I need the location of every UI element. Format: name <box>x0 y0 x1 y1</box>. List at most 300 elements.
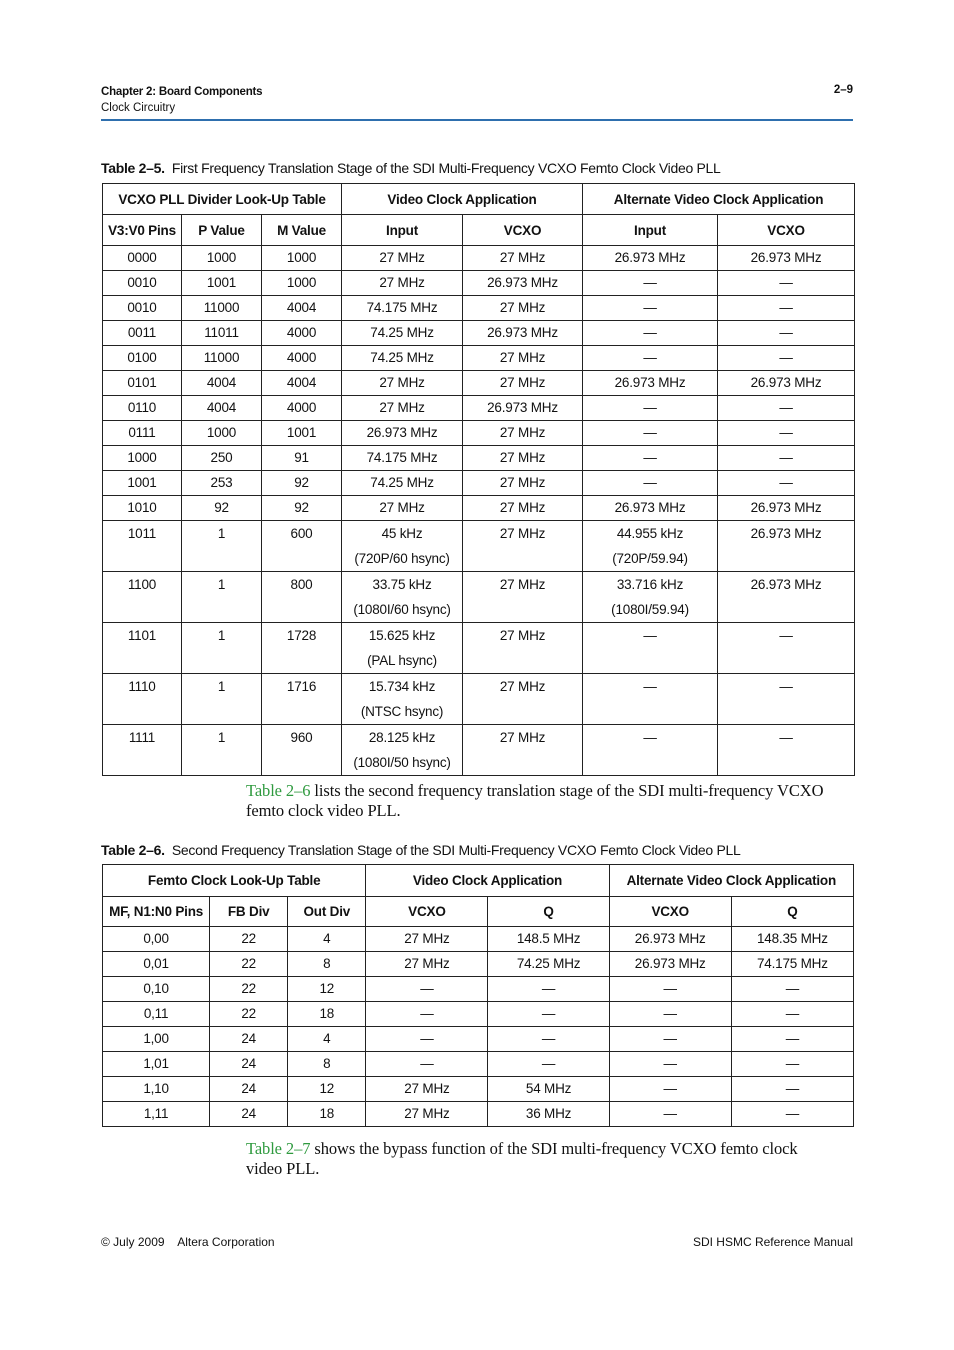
cell-line: 4004 <box>206 375 237 390</box>
cell-line: 1000 <box>206 425 237 440</box>
table-row <box>103 321 855 346</box>
table-cell <box>583 396 718 421</box>
table-cell <box>103 346 182 371</box>
table-row <box>103 1002 854 1027</box>
cell-line: 26.973 MHz <box>487 400 558 415</box>
table-cell <box>463 471 583 496</box>
cell-line: 1100 <box>127 577 157 592</box>
cell-line: 27 MHz <box>499 300 546 315</box>
cell-line: 0010 <box>127 275 157 290</box>
frequency-table-1 <box>102 183 855 776</box>
column-header: VCXO <box>366 897 488 927</box>
cell-line: — <box>643 628 657 643</box>
cell-line: 1001 <box>206 275 237 290</box>
table-cell <box>103 321 182 346</box>
group-header: VCXO PLL Divider Look-Up Table <box>103 184 342 215</box>
table-cell: — <box>488 1027 609 1052</box>
table-cell <box>718 371 855 396</box>
cell-line: 0000 <box>127 250 157 265</box>
table-cell <box>262 471 342 496</box>
table-cell: — <box>609 1027 731 1052</box>
table-cell <box>262 674 342 725</box>
table-cell: 1,11 <box>103 1102 210 1127</box>
table-cell <box>463 271 583 296</box>
table-cell <box>103 674 182 725</box>
table-cell: 27 MHz <box>366 1077 488 1102</box>
cell-line: 26.973 MHz <box>750 375 822 390</box>
cell-line: 27 MHz <box>499 577 546 592</box>
cell-line: — <box>643 400 657 415</box>
cell-line: 1011 <box>127 526 157 541</box>
table2-label: Table 2–6. <box>101 842 165 858</box>
table1-title: First Frequency Translation Stage of the SDI Multi-Frequency VCXO Femto Clock Video PLL <box>171 160 721 176</box>
table-cell <box>342 674 463 725</box>
table-cell <box>718 296 855 321</box>
cell-line: 33.716 kHz <box>616 577 684 592</box>
table-cell: 26.973 MHz <box>609 952 731 977</box>
footer-copyright: © July 2009 Altera Corporation <box>101 1235 275 1249</box>
cell-line: 4004 <box>286 300 317 315</box>
table-cell: 74.25 MHz <box>488 952 609 977</box>
table-cell <box>583 346 718 371</box>
table-cell <box>103 446 182 471</box>
cell-line: — <box>779 475 793 490</box>
table-cell: 148.5 MHz <box>488 927 609 952</box>
cell-line: (720P/60 hsync) <box>354 551 450 566</box>
table-row <box>103 1102 854 1127</box>
column-header: VCXO <box>718 215 855 246</box>
cell-line: 27 MHz <box>499 500 546 515</box>
table-cell <box>583 421 718 446</box>
cell-line: 1001 <box>286 425 317 440</box>
column-header: Q <box>488 897 609 927</box>
cell-line: 26.973 MHz <box>487 325 558 340</box>
table-cell: — <box>488 1002 609 1027</box>
cell-line: 26.973 MHz <box>487 275 558 290</box>
cell-line: 0010 <box>127 300 157 315</box>
cell-line: 0110 <box>127 400 157 415</box>
table-cell <box>182 572 262 623</box>
cell-line: 0101 <box>127 375 157 390</box>
cell-line: — <box>779 275 793 290</box>
cell-line: — <box>643 475 657 490</box>
table-cell <box>262 296 342 321</box>
cell-line: 15.734 kHz <box>368 679 436 694</box>
table-row <box>103 1077 854 1102</box>
frequency-table-2 <box>102 864 854 1127</box>
cell-line: 44.955 kHz <box>616 526 684 541</box>
table-cell <box>182 521 262 572</box>
table1-caption <box>101 160 721 176</box>
cell-line: 0011 <box>127 325 157 340</box>
table-cell <box>262 623 342 674</box>
table-cell <box>182 396 262 421</box>
table-cell <box>262 572 342 623</box>
table-cell <box>182 246 262 271</box>
cell-line: 45 kHz <box>381 526 423 541</box>
table-2-6-link[interactable]: Table 2–6 <box>246 781 311 800</box>
table-cell: — <box>731 1027 853 1052</box>
column-header: Q <box>731 897 853 927</box>
group-header: Alternate Video Clock Application <box>609 865 853 897</box>
column-header: VCXO <box>463 215 583 246</box>
table-cell: 27 MHz <box>366 952 488 977</box>
cell-line: 92 <box>214 500 229 515</box>
cell-line: 26.973 MHz <box>750 526 822 541</box>
cell-line: 600 <box>290 526 313 541</box>
cell-line: 1 <box>217 526 226 541</box>
table-cell <box>583 623 718 674</box>
table-cell: 24 <box>210 1102 288 1127</box>
table-cell <box>718 623 855 674</box>
cell-line: 4004 <box>286 375 317 390</box>
table-cell <box>182 471 262 496</box>
group-header: Video Clock Application <box>342 184 583 215</box>
table-cell: 24 <box>210 1077 288 1102</box>
paragraph-2-text: shows the bypass function of the SDI multi-frequency VCXO femto clock video PLL. <box>246 1139 798 1178</box>
cell-line: 4000 <box>286 350 317 365</box>
table-cell <box>583 446 718 471</box>
cell-line: — <box>643 300 657 315</box>
table-cell: 1,00 <box>103 1027 210 1052</box>
table-row <box>103 246 855 271</box>
cell-line: 1716 <box>286 679 317 694</box>
cell-line: — <box>643 275 657 290</box>
table-cell <box>103 496 182 521</box>
cell-line: 0111 <box>128 425 156 440</box>
cell-line: 74.175 MHz <box>366 300 438 315</box>
table-cell: 0,01 <box>103 952 210 977</box>
table-cell: 8 <box>288 1052 366 1077</box>
cell-line: 4000 <box>286 400 317 415</box>
cell-line: — <box>643 450 657 465</box>
table-cell: — <box>731 1052 853 1077</box>
table-cell <box>342 346 463 371</box>
column-header: Input <box>342 215 463 246</box>
cell-line: (1080I/50 hsync) <box>353 755 451 770</box>
group-header: Video Clock Application <box>366 865 609 897</box>
table-cell <box>718 471 855 496</box>
cell-line: 26.973 MHz <box>750 250 822 265</box>
cell-line: 1111 <box>128 730 156 745</box>
table-cell: 18 <box>288 1102 366 1127</box>
table-row <box>103 371 855 396</box>
column-header: V3:V0 Pins <box>103 215 182 246</box>
table-cell <box>718 396 855 421</box>
table-cell <box>718 271 855 296</box>
cell-line: 27 MHz <box>499 425 546 440</box>
table-cell: 4 <box>288 927 366 952</box>
cell-line: 26.973 MHz <box>366 425 438 440</box>
table-cell: 12 <box>288 1077 366 1102</box>
table-row <box>103 396 855 421</box>
table-cell: 24 <box>210 1052 288 1077</box>
table-cell: 26.973 MHz <box>609 927 731 952</box>
table-cell <box>583 296 718 321</box>
cell-line: 27 MHz <box>379 500 425 515</box>
table-row <box>103 572 855 623</box>
cell-line: 11011 <box>204 325 239 340</box>
cell-line: 1 <box>217 577 226 592</box>
cell-line: 26.973 MHz <box>750 500 822 515</box>
table-cell <box>583 321 718 346</box>
table-cell <box>342 446 463 471</box>
table-cell <box>103 396 182 421</box>
table-cell <box>262 271 342 296</box>
table-cell <box>583 674 718 725</box>
table-cell: — <box>731 1102 853 1127</box>
cell-line: 1 <box>217 628 226 643</box>
table-cell <box>463 346 583 371</box>
table-cell <box>103 521 182 572</box>
cell-line: — <box>779 350 793 365</box>
table-cell <box>463 371 583 396</box>
table-cell <box>342 271 463 296</box>
cell-line: 74.25 MHz <box>370 325 434 340</box>
table-cell <box>182 623 262 674</box>
table-cell <box>583 496 718 521</box>
table-cell <box>182 674 262 725</box>
table-cell: — <box>366 1002 488 1027</box>
table-row <box>103 271 855 296</box>
cell-line: 11000 <box>203 300 240 315</box>
table-cell: 18 <box>288 1002 366 1027</box>
cell-line: — <box>779 628 793 643</box>
table-cell <box>718 346 855 371</box>
table-cell: 0,00 <box>103 927 210 952</box>
table-cell <box>182 346 262 371</box>
cell-line: 26.973 MHz <box>750 577 822 592</box>
cell-line: 27 MHz <box>379 375 425 390</box>
table-cell <box>182 321 262 346</box>
table-cell <box>718 521 855 572</box>
cell-line: 33.75 kHz <box>372 577 432 592</box>
paragraph-2 <box>246 1139 836 1179</box>
table-cell <box>182 421 262 446</box>
cell-line: — <box>779 300 793 315</box>
table-cell <box>262 346 342 371</box>
column-header: MF, N1:N0 Pins <box>103 897 210 927</box>
column-header: VCXO <box>609 897 731 927</box>
table-cell: — <box>609 1102 731 1127</box>
table-cell <box>342 623 463 674</box>
table-cell <box>182 271 262 296</box>
cell-line: 4000 <box>286 325 317 340</box>
table-cell <box>583 521 718 572</box>
cell-line: — <box>643 325 657 340</box>
table-cell <box>583 271 718 296</box>
cell-line: 27 MHz <box>499 475 546 490</box>
cell-line: — <box>643 730 657 745</box>
table-2-7-link[interactable]: Table 2–7 <box>246 1139 311 1158</box>
table-cell: — <box>731 1002 853 1027</box>
table-cell <box>463 296 583 321</box>
table-cell <box>342 321 463 346</box>
table-cell <box>463 246 583 271</box>
table-cell <box>103 572 182 623</box>
table-cell: — <box>609 1077 731 1102</box>
cell-line: 74.175 MHz <box>366 450 438 465</box>
table-cell <box>463 396 583 421</box>
table-cell <box>262 396 342 421</box>
cell-line: 11000 <box>203 350 240 365</box>
column-header: P Value <box>182 215 262 246</box>
table-cell <box>182 371 262 396</box>
cell-line: 27 MHz <box>379 250 425 265</box>
table-cell <box>342 371 463 396</box>
cell-line: 15.625 kHz <box>368 628 436 643</box>
table-cell: 0,10 <box>103 977 210 1002</box>
table-cell: 24 <box>210 1027 288 1052</box>
table-row <box>103 952 854 977</box>
table-cell <box>718 421 855 446</box>
cell-line: 26.973 MHz <box>614 375 686 390</box>
table-cell <box>342 521 463 572</box>
table-cell <box>718 321 855 346</box>
table2-caption <box>101 842 741 858</box>
table-row <box>103 725 855 776</box>
table-cell <box>583 572 718 623</box>
cell-line: 1 <box>217 730 226 745</box>
cell-line: (1080I/59.94) <box>611 602 689 617</box>
table-cell <box>342 471 463 496</box>
cell-line: 26.973 MHz <box>614 500 686 515</box>
table2-title: Second Frequency Translation Stage of the SDI Multi-Frequency VCXO Femto Clock Video PLL <box>171 842 741 858</box>
cell-line: 27 MHz <box>499 526 546 541</box>
column-header: Input <box>583 215 718 246</box>
cell-line: 92 <box>294 500 309 515</box>
table-cell: — <box>366 1027 488 1052</box>
table-cell: 27 MHz <box>366 1102 488 1127</box>
table-row <box>103 977 854 1002</box>
table-cell <box>463 725 583 776</box>
table-cell: 54 MHz <box>488 1077 609 1102</box>
cell-line: 1000 <box>286 275 317 290</box>
table-cell: — <box>488 1052 609 1077</box>
paragraph-1-text: lists the second frequency translation stage of the SDI multi-frequency VCXO femto clock video PLL. <box>246 781 824 820</box>
section-title: Clock Circuitry <box>101 102 176 114</box>
table-cell <box>262 496 342 521</box>
table-cell <box>718 725 855 776</box>
table-cell <box>103 623 182 674</box>
table-cell <box>583 371 718 396</box>
table-cell <box>463 421 583 446</box>
table-cell: — <box>731 977 853 1002</box>
table-row <box>103 1052 854 1077</box>
table-cell: 22 <box>210 977 288 1002</box>
table-row <box>103 346 855 371</box>
cell-line: 1000 <box>127 450 157 465</box>
cell-line: — <box>779 730 793 745</box>
footer-manual-title: SDI HSMC Reference Manual <box>692 1235 853 1249</box>
cell-line: 26.973 MHz <box>614 250 686 265</box>
table-cell: 22 <box>210 952 288 977</box>
cell-line: 1110 <box>128 679 156 694</box>
cell-line: — <box>643 425 657 440</box>
table-cell: 1,10 <box>103 1077 210 1102</box>
table-cell: — <box>366 1052 488 1077</box>
table-cell <box>718 572 855 623</box>
table-cell <box>463 674 583 725</box>
running-header <box>101 84 262 116</box>
table-cell <box>103 725 182 776</box>
table-cell <box>262 421 342 446</box>
cell-line: 27 MHz <box>499 730 546 745</box>
table-cell: — <box>366 977 488 1002</box>
table-cell <box>262 521 342 572</box>
chapter-title: Chapter 2: Board Components <box>101 86 263 98</box>
table-cell <box>718 246 855 271</box>
column-header: M Value <box>262 215 342 246</box>
table-cell: — <box>609 977 731 1002</box>
table-cell <box>182 725 262 776</box>
table-cell <box>463 623 583 674</box>
table-cell <box>182 296 262 321</box>
cell-line: 1728 <box>286 628 317 643</box>
cell-line: (1080I/60 hsync) <box>353 602 451 617</box>
table-cell <box>262 246 342 271</box>
cell-line: 92 <box>294 475 309 490</box>
group-header: Femto Clock Look-Up Table <box>103 865 366 897</box>
cell-line: 1 <box>217 679 226 694</box>
group-header: Alternate Video Clock Application <box>583 184 855 215</box>
table-cell <box>182 446 262 471</box>
cell-line: 960 <box>290 730 313 745</box>
table-cell <box>103 421 182 446</box>
column-header: FB Div <box>210 897 288 927</box>
cell-line: 91 <box>294 450 309 465</box>
cell-line: — <box>779 400 793 415</box>
table-cell <box>103 296 182 321</box>
table1-label: Table 2–5. <box>101 160 165 176</box>
table-cell <box>583 725 718 776</box>
cell-line: 1101 <box>127 628 157 643</box>
table-cell <box>718 674 855 725</box>
column-header: Out Div <box>288 897 366 927</box>
table-row <box>103 471 855 496</box>
table-cell <box>342 496 463 521</box>
cell-line: — <box>779 325 793 340</box>
table-cell <box>103 246 182 271</box>
table-cell: 1,01 <box>103 1052 210 1077</box>
table-cell <box>463 321 583 346</box>
cell-line: 27 MHz <box>499 350 546 365</box>
table-cell: 148.35 MHz <box>731 927 853 952</box>
table-cell <box>342 296 463 321</box>
cell-line: 250 <box>210 450 233 465</box>
table-cell <box>718 446 855 471</box>
table-row <box>103 674 855 725</box>
table-cell: 27 MHz <box>366 927 488 952</box>
table-cell <box>262 321 342 346</box>
table-row <box>103 496 855 521</box>
cell-line: 27 MHz <box>499 375 546 390</box>
cell-line: 27 MHz <box>499 628 546 643</box>
table-cell <box>342 396 463 421</box>
cell-line: 1000 <box>206 250 237 265</box>
table-cell <box>463 572 583 623</box>
cell-line: 27 MHz <box>499 679 546 694</box>
table-row <box>103 296 855 321</box>
header-rule <box>101 119 853 121</box>
table-cell: 4 <box>288 1027 366 1052</box>
cell-line: 27 MHz <box>379 400 425 415</box>
table-cell: — <box>609 1002 731 1027</box>
table-cell <box>583 471 718 496</box>
table-cell: 12 <box>288 977 366 1002</box>
cell-line: — <box>643 350 657 365</box>
page-number: 2–9 <box>833 84 853 96</box>
